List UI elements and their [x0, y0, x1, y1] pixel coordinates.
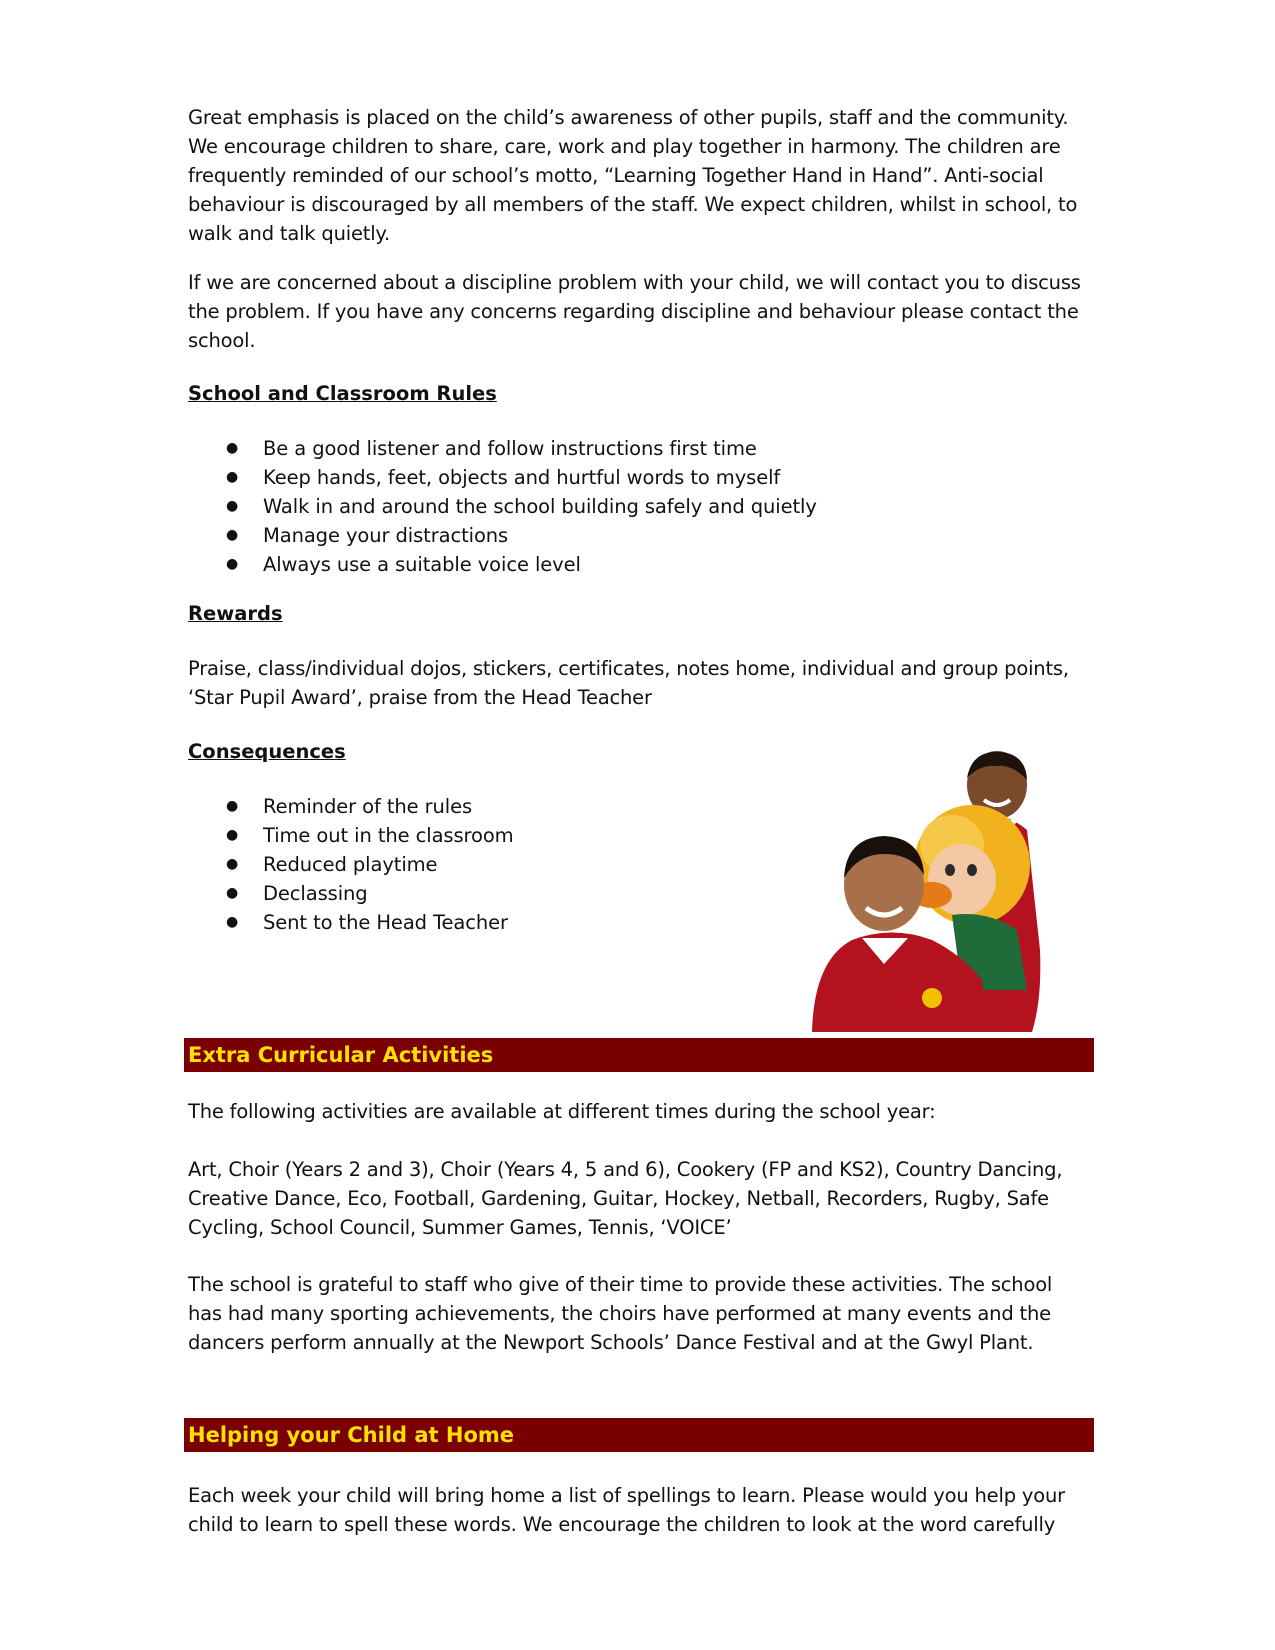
- bullet-icon: ●: [226, 856, 239, 872]
- intro-paragraph-2: If we are concerned about a discipline problem with your child, we will contact you to discuss the problem. If you have any concerns regarding discipline and behaviour please contact the school.: [188, 271, 1081, 352]
- list-item: ● Reminder of the rules: [188, 792, 514, 821]
- list-item: ● Declassing: [188, 879, 514, 908]
- bullet-icon: ●: [226, 440, 239, 456]
- consequences-heading: Consequences: [188, 740, 346, 763]
- bullet-icon: ●: [226, 798, 239, 814]
- helping-banner: Helping your Child at Home: [184, 1418, 1094, 1452]
- extra-curricular-closing: The school is grateful to staff who give of their time to provide these activities. The school has had many sporting achievements, the choirs have performed at many events and the dancers perform annually at the Newport Schools’ Dance Festival and at the Gwyl Plant.: [188, 1273, 1053, 1354]
- bullet-icon: ●: [226, 498, 239, 514]
- bullet-icon: ●: [226, 527, 239, 543]
- bullet-icon: ●: [226, 885, 239, 901]
- rules-list: [188, 434, 817, 579]
- list-item: ● Manage your distractions: [188, 521, 817, 550]
- list-item: ● Time out in the classroom: [188, 821, 514, 850]
- list-item: ● Walk in and around the school building safely and quietly: [188, 492, 817, 521]
- list-item: ● Reduced playtime: [188, 850, 514, 879]
- list-item: ● Sent to the Head Teacher: [188, 908, 514, 937]
- bullet-icon: ●: [226, 469, 239, 485]
- rules-heading: School and Classroom Rules: [188, 382, 497, 405]
- extra-curricular-list: Art, Choir (Years 2 and 3), Choir (Years 4, 5 and 6), Cookery (FP and KS2), Country Dancing, Creative Dance, Eco, Football, Gardening, Guitar, Hockey, Netball, Recorders, Rugby, Safe Cycling, School Council, Summer Games, Tennis, ‘VOICE’: [188, 1158, 1063, 1239]
- consequences-list: [188, 792, 514, 937]
- list-item: ● Be a good listener and follow instructions first time: [188, 434, 817, 463]
- rewards-text: Praise, class/individual dojos, stickers, certificates, notes home, individual and group points, ‘Star Pupil Award’, praise from the Head Teacher: [188, 657, 1069, 709]
- list-item: ● Keep hands, feet, objects and hurtful words to myself: [188, 463, 817, 492]
- list-item: ● Always use a suitable voice level: [188, 550, 817, 579]
- extra-curricular-banner: Extra Curricular Activities: [184, 1038, 1094, 1072]
- bullet-icon: ●: [226, 556, 239, 572]
- rewards-heading: Rewards: [188, 602, 283, 625]
- children-with-puppet-photo: [812, 750, 1074, 1032]
- extra-curricular-intro: The following activities are available at different times during the school year:: [188, 1100, 936, 1123]
- bullet-icon: ●: [226, 827, 239, 843]
- bullet-icon: ●: [226, 914, 239, 930]
- intro-paragraph-1: Great emphasis is placed on the child’s awareness of other pupils, staff and the community. We encourage children to share, care, work and play together in harmony. The children are frequently reminded of our school’s motto, “Learning Together Hand in Hand”. Anti-social behaviour is discouraged by all members of the staff. We expect children, whilst in school, to walk and talk quietly.: [188, 106, 1078, 245]
- helping-text: Each week your child will bring home a list of spellings to learn. Please would you help your child to learn to spell these words. We encourage the children to look at the word carefully: [188, 1484, 1065, 1536]
